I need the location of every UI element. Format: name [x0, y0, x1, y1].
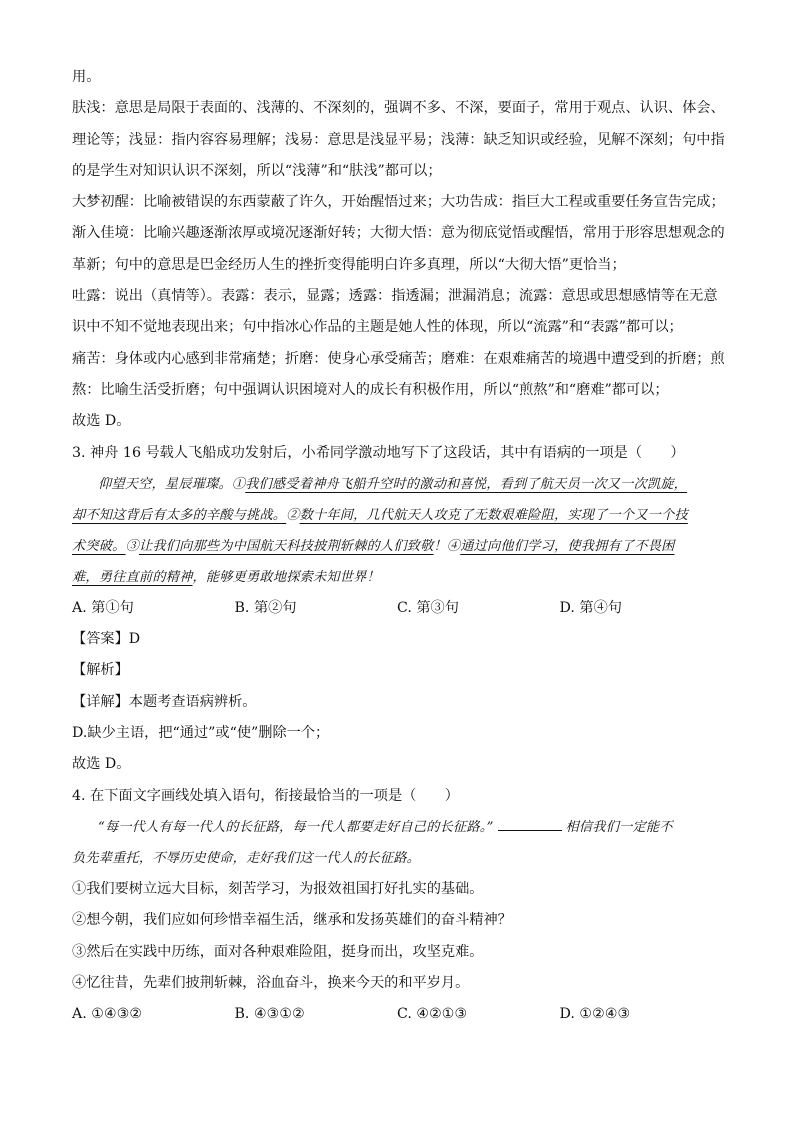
- passage-text: “每一代人有每一代人的长征路，每一代人都要走好自己的长征路。”: [98, 819, 494, 835]
- underlined-sentence: 通过向他们学习，使我拥有了不畏困: [460, 538, 675, 554]
- passage-line: [72, 500, 722, 531]
- question-3: [72, 438, 722, 781]
- analysis-label: 【解析】: [72, 662, 129, 679]
- option-c: C. ④②①③: [397, 1006, 468, 1023]
- passage-text: ！④: [433, 538, 461, 554]
- document-page: [72, 62, 725, 1030]
- text-line: 渐入佳境：比喻兴趣逐渐浓厚或境况逐渐好转；大彻大悟：意为彻底觉悟或醒悟，常用于形容思想观念的: [72, 225, 725, 242]
- option-d: D. 第④句: [559, 599, 622, 616]
- option-c: C. 第③句: [397, 599, 459, 616]
- explanation-block: [72, 62, 725, 438]
- underlined-sentence: 术突破。: [72, 538, 126, 554]
- text-line: 用。: [72, 69, 101, 85]
- answer-label: 【答案】D: [72, 631, 141, 648]
- passage-line: [72, 469, 722, 500]
- text-line: 肤浅：意思是局限于表面的、浅薄的、不深刻的，强调不多、不深，要面子，常用于观点、认识、体会、: [72, 100, 725, 117]
- question-stem: 4. 在下面文字画线处填入语句，衔接最恰当的一项是（ ）: [72, 787, 459, 804]
- passage-text: ②: [286, 507, 300, 523]
- text-line: 的是学生对知识认识不深刻，所以“浅薄”和“肤浅”都可以；: [72, 162, 442, 179]
- explanation-line: D.缺少主语，把“通过”或“使”删除一个；: [72, 725, 330, 742]
- passage-text: ③: [125, 538, 139, 554]
- text-line: 故选 D。: [72, 413, 131, 430]
- underlined-sentence: 我们感受着神舟飞船升空时的激动和喜悦，看到了航天员一次又一次凯旋，: [245, 476, 688, 492]
- underlined-sentence: 数十年间，几代航天人攻克了无数艰难险阻，实现了一个又一个技: [299, 507, 688, 523]
- sentence-item: ③然后在实践中历练，面对各种艰难险阻，挺身而出，攻坚克难。: [72, 943, 484, 960]
- question-passage: [72, 469, 722, 593]
- underlined-sentence: 却不知这背后有太多的辛酸与挑战。: [72, 507, 287, 523]
- answer-options: [72, 593, 722, 624]
- detail-label: 【详解】本题考查语病辨析。: [72, 693, 257, 710]
- text-line: 吐露：说出（真情等）。表露：表示，显露；透露：指透漏；泄漏消息；流露：意思或思想感情等在无意: [72, 288, 718, 305]
- text-line: 革新；句中的意思是巴金经历人生的挫折变得能明白许多真理，所以“大彻大悟”更恰当；: [72, 256, 626, 273]
- sentence-item: ①我们要树立远大目标，刻苦学习，为报效祖国打好扎实的基础。: [72, 880, 484, 897]
- passage-text: 仰望天空，星辰璀璨。①: [98, 476, 246, 492]
- option-a: A. ①④③②: [72, 1006, 143, 1023]
- text-line: 理论等；浅显：指内容容易理解；浅易：意思是浅显平易；浅薄：缺乏知识或经验，见解不深刻；句中指: [72, 131, 725, 148]
- option-a: A. 第①句: [72, 599, 134, 616]
- option-b: B. 第②句: [234, 599, 297, 616]
- question-stem: 3. 神舟 16 号载人飞船成功发射后，小希同学激动地写下了这段话，其中有语病的一项是（ ）: [72, 444, 685, 461]
- passage-text: 相信我们一定能不: [565, 819, 673, 835]
- passage-line: 负先辈重托，不辱历史使命，走好我们这一代人的长征路。: [72, 850, 421, 866]
- conclusion-line: 故选 D。: [72, 756, 131, 773]
- text-line: 熬：比喻生活受折磨；句中强调认识困境对人的成长有积极作用，所以“煎熬”和“磨难”都可以；: [72, 381, 669, 398]
- passage-line: [72, 531, 722, 562]
- sentence-item: ④忆往昔，先辈们披荆斩棘，浴血奋斗，换来今天的和平岁月。: [72, 974, 470, 991]
- text-line: 痛苦：身体或内心感到非常痛楚；折磨：使身心承受痛苦；磨难：在艰难痛苦的境遇中遭受到的折磨；煎: [72, 350, 725, 367]
- underlined-sentence: 让我们向那些为中国航天科技披荆斩棘的人们致敬: [138, 538, 434, 554]
- underlined-sentence: 难，勇往直前的精神: [72, 569, 193, 585]
- passage-text: ，能够更勇敢地探索未知世界！: [192, 569, 380, 585]
- passage-line: [72, 812, 722, 843]
- fill-blank: [498, 816, 562, 831]
- text-line: 大梦初醒：比喻被错误的东西蒙蔽了许久，开始醒悟过来；大功告成：指巨大工程或重要任务宣告完成；: [72, 194, 725, 211]
- text-line: 识中不知不觉地表现出来；句中指冰心作品的主题是她人性的体现，所以“流露”和“表露”都可以；: [72, 319, 683, 336]
- sentence-item: ②想今朝，我们应如何珍惜幸福生活，继承和发扬英雄们的奋斗精神？: [72, 912, 512, 929]
- answer-options: [72, 999, 722, 1030]
- option-b: B. ④③①②: [234, 1006, 305, 1023]
- question-4: [72, 781, 722, 1031]
- option-d: D. ①②④③: [559, 1006, 631, 1023]
- passage-line: [72, 562, 722, 593]
